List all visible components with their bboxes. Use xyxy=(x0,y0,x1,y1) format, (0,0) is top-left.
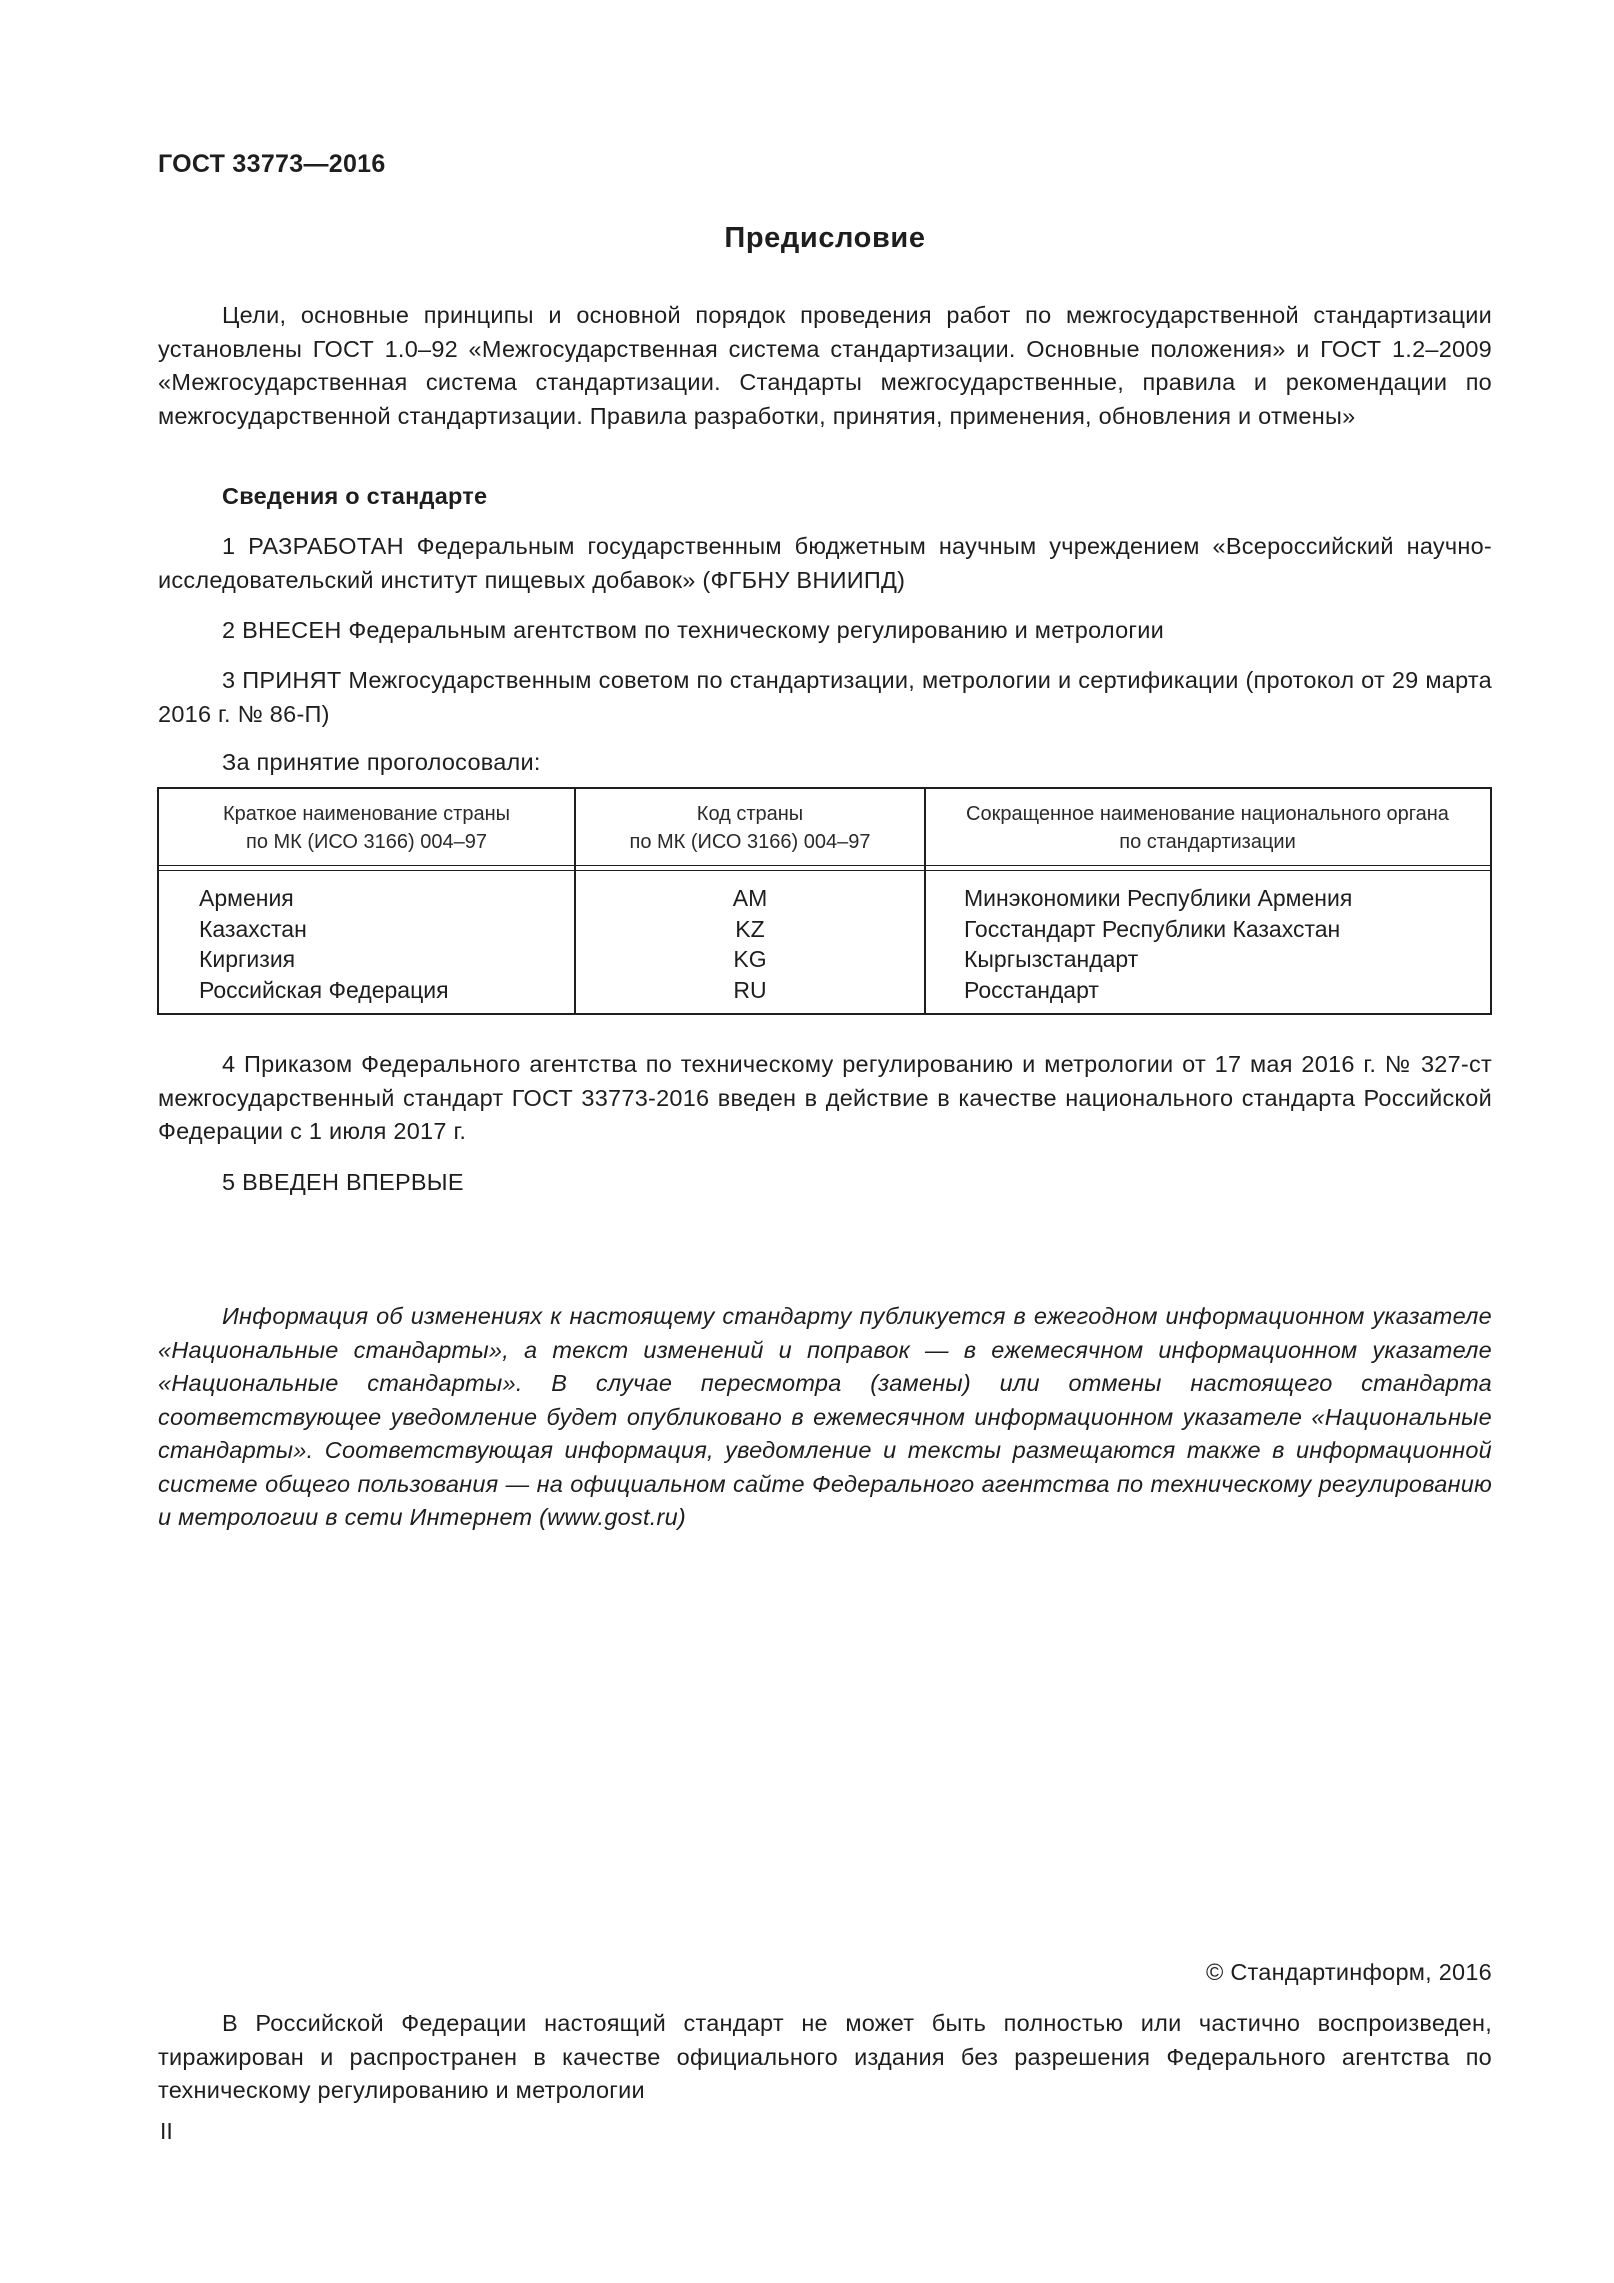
info-item-1-block xyxy=(158,530,1492,597)
document-code: ГОСТ 33773—2016 xyxy=(158,150,386,178)
copyright-block xyxy=(158,1956,1492,1990)
column-header-body xyxy=(926,789,1489,867)
table-cell-body: Минэкономики Республики Армения xyxy=(964,885,1353,911)
copyright-notice: © Стандартинформ, 2016 xyxy=(1205,1959,1492,1985)
table-cell-body: Кыргызстандарт xyxy=(964,946,1139,972)
column-header-line: по МК (ИСО 3166) 004–97 xyxy=(629,831,871,853)
info-item-5-block xyxy=(158,1166,1492,1200)
column-header-line: по стандартизации xyxy=(1119,831,1296,853)
column-header-line: Сокращенное наименование национального органа xyxy=(966,803,1449,825)
rights-paragraph: В Российской Федерации настоящий стандарт не может быть полностью или частично воспроизведен, тиражирован и распространен в качестве официального издания без разрешения Федерального агентства по техническому регулированию и метрологии xyxy=(158,2010,1492,2103)
table-cell-country: Казахстан xyxy=(199,915,307,942)
table-cell-code: KZ xyxy=(735,915,765,942)
voting-table xyxy=(157,787,1492,1015)
table-cell-body: Госстандарт Республики Казахстан xyxy=(964,915,1341,942)
column-header-country xyxy=(159,789,574,867)
intro-section xyxy=(158,299,1492,433)
column-header-line: по МК (ИСО 3166) 004–97 xyxy=(246,831,487,853)
intro-paragraph: Цели, основные принципы и основной порядок проведения работ по межгосударственной стандартизации установлены ГОСТ 1.0–92 «Межгосударственная система стандартизации. Основные положения» и ГОСТ 1.2–2009 «Межгосударственная система стандартизации. Стандарты межгосударственные, правила и рекомендации по межгосударственной стандартизации. Правила разработки, принятия, применения, обновления и отмены» xyxy=(158,302,1492,429)
column-header-line: Краткое наименование страны xyxy=(222,803,511,825)
table-cell-country: Киргизия xyxy=(199,946,296,972)
info-item-4: 4 Приказом Федерального агентства по техническому регулированию и метрологии от 17 мая 2016 г. № 327-ст межгосударственный стандарт ГОСТ 33773-2016 введен в действие в качестве национального стандарта Российской Федерации с 1 июля 2017 г. xyxy=(158,1051,1492,1144)
info-item-5: 5 ВВЕДЕН ВПЕРВЫЕ xyxy=(222,1169,464,1195)
notice-section xyxy=(158,1300,1492,1535)
info-item-4-block xyxy=(158,1048,1492,1149)
notice-paragraph: Информация об изменениях к настоящему стандарту публикуется в ежегодном информационном указателе «Национальные стандарты», а текст изменений и поправок — в ежемесячном информационном указателе «Национальные стандарты». В случае пересмотра (замены) или отмены настоящего стандарта соответствующее уведомление будет опубликовано в ежемесячном информационном указателе «Национальные стандарты». Соответствующая информация, уведомление и тексты размещаются также в информационной системе общего пользования — на официальном сайте Федерального агентства по техническому регулированию и метрологии в сети Интернет (www.gost.ru) xyxy=(158,1303,1492,1530)
page-title: Предисловие xyxy=(724,222,926,254)
table-cell-code: RU xyxy=(733,976,767,1003)
header-divider-line xyxy=(159,870,1490,871)
voted-label-block xyxy=(158,746,1492,780)
column-header-code xyxy=(576,789,924,867)
voted-label: За принятие проголосовали: xyxy=(222,749,541,775)
country-column xyxy=(199,883,569,1005)
column-header-line: Код страны xyxy=(696,803,804,825)
table-cell-body: Росстандарт xyxy=(964,976,1099,1003)
info-item-2: 2 ВНЕСЕН Федеральным агентством по техническому регулированию и метрологии xyxy=(222,617,1165,643)
body-column xyxy=(964,883,1484,1005)
page-number: II xyxy=(160,2118,173,2144)
standard-info-heading: Сведения о стандарте xyxy=(222,483,488,509)
info-item-3: 3 ПРИНЯТ Межгосударственным советом по стандартизации, метрологии и сертификации (протокол от 29 марта 2016 г. № 86-П) xyxy=(158,667,1492,727)
info-item-3-block xyxy=(158,664,1492,731)
info-item-2-block xyxy=(158,614,1492,648)
table-cell-code: KG xyxy=(733,946,767,972)
rights-section xyxy=(158,2007,1492,2108)
info-item-1: 1 РАЗРАБОТАН Федеральным государственным бюджетным научным учреждением «Всероссийский научно-исследовательский институт пищевых добавок» (ФГБНУ ВНИИПД) xyxy=(158,533,1492,593)
table-cell-country: Российская Федерация xyxy=(199,976,449,1003)
code-column xyxy=(576,883,924,1005)
standard-info-heading-block xyxy=(158,480,1492,514)
table-cell-code: AM xyxy=(732,885,768,911)
table-cell-country: Армения xyxy=(199,885,294,911)
